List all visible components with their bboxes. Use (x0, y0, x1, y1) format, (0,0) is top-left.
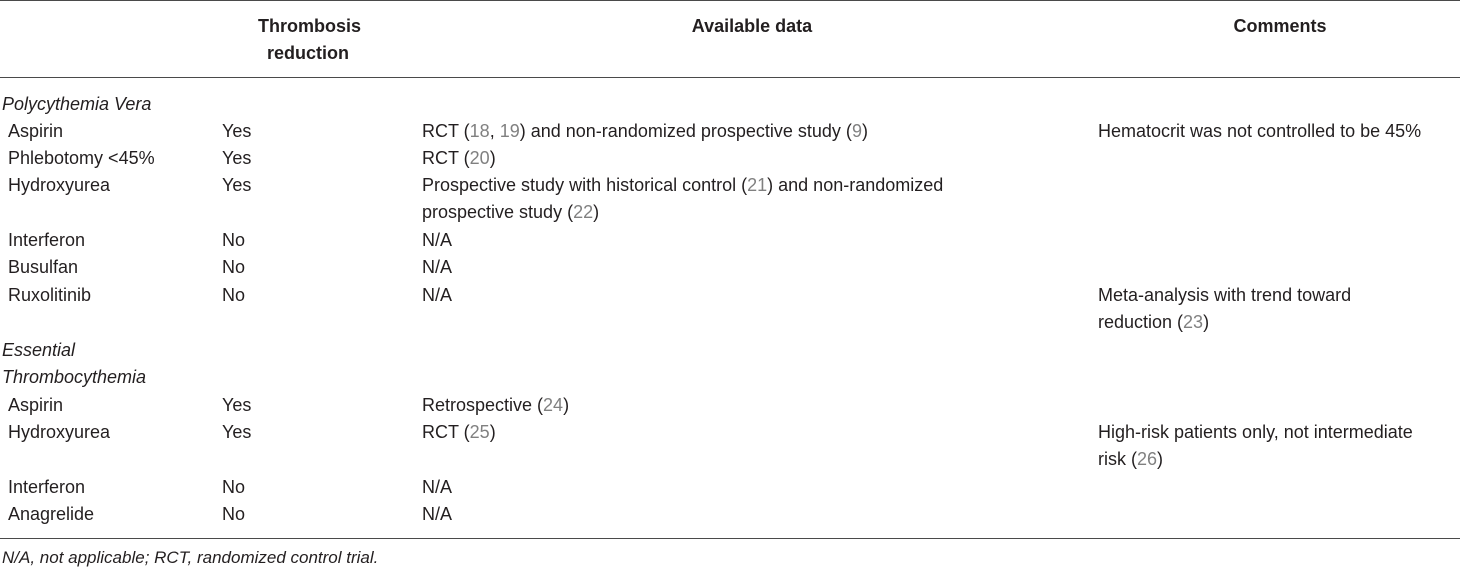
drug-cell: Hydroxyurea (8, 175, 111, 195)
citation-ref: 19 (499, 121, 520, 141)
reduction-cell: No (222, 257, 246, 277)
header-col2-line1: Thrombosis (258, 16, 362, 36)
reduction-cell: Yes (222, 148, 252, 168)
reduction-cell: Yes (222, 422, 252, 442)
data-cell: RCT (18, 19) and non-randomized prospective study (9) (422, 121, 868, 141)
data-cell: N/A (422, 477, 453, 497)
header-comments: Comments (1233, 16, 1327, 36)
reduction-cell: No (222, 504, 246, 524)
comment-cell: Hematocrit was not controlled to be 45% (1098, 121, 1422, 141)
citation-ref: 21 (747, 175, 768, 195)
drug-cell: Interferon (8, 230, 86, 250)
data-cell: N/A (422, 230, 453, 250)
data-cell: Retrospective (24) (422, 395, 570, 415)
drug-cell: Interferon (8, 477, 86, 497)
table-footnote: N/A, not applicable; RCT, randomized control trial. (2, 548, 379, 567)
header-available-data: Available data (691, 16, 813, 36)
drug-cell: Phlebotomy <45% (8, 148, 155, 168)
drug-cell: Hydroxyurea (8, 422, 111, 442)
reduction-cell: No (222, 477, 246, 497)
comment-cell-continued: reduction (23) (1098, 312, 1210, 332)
drug-cell: Aspirin (8, 121, 64, 141)
citation-ref: 22 (573, 202, 594, 222)
comment-cell: High-risk patients only, not intermediate (1098, 422, 1413, 442)
data-cell: N/A (422, 257, 453, 277)
drug-cell: Anagrelide (8, 504, 95, 524)
drug-cell: Ruxolitinib (8, 285, 92, 305)
data-cell: N/A (422, 504, 453, 524)
citation-ref: 9 (851, 121, 862, 141)
comment-cell: Meta-analysis with trend toward (1098, 285, 1352, 305)
reduction-cell: Yes (222, 175, 252, 195)
comment-cell-continued: risk (26) (1098, 449, 1164, 469)
section-title-continued: Thrombocythemia (2, 367, 147, 387)
section-title: Essential (2, 340, 76, 360)
reduction-cell: No (222, 285, 246, 305)
citation-ref: 24 (543, 395, 564, 415)
section-title: Polycythemia Vera (2, 94, 152, 114)
data-cell: RCT (20) (422, 148, 496, 168)
citation-ref: 25 (469, 422, 490, 442)
citation-ref: 18 (469, 121, 490, 141)
reduction-cell: Yes (222, 395, 252, 415)
drug-cell: Busulfan (8, 257, 79, 277)
data-cell: Prospective study with historical control (21) and non-randomized (422, 175, 944, 195)
top-rule (0, 0, 1460, 1)
drug-cell: Aspirin (8, 395, 64, 415)
reduction-cell: Yes (222, 121, 252, 141)
data-cell-continued: prospective study (22) (422, 202, 600, 222)
citation-ref: 26 (1137, 449, 1158, 469)
bottom-rule (0, 538, 1460, 539)
citation-ref: 20 (469, 148, 490, 168)
data-cell: RCT (25) (422, 422, 496, 442)
reduction-cell: No (222, 230, 246, 250)
header-thrombosis-reduction (258, 13, 362, 67)
header-col2-line2: reduction (266, 43, 349, 63)
data-cell: N/A (422, 285, 453, 305)
citation-ref: 23 (1183, 312, 1204, 332)
header-rule (0, 77, 1460, 78)
